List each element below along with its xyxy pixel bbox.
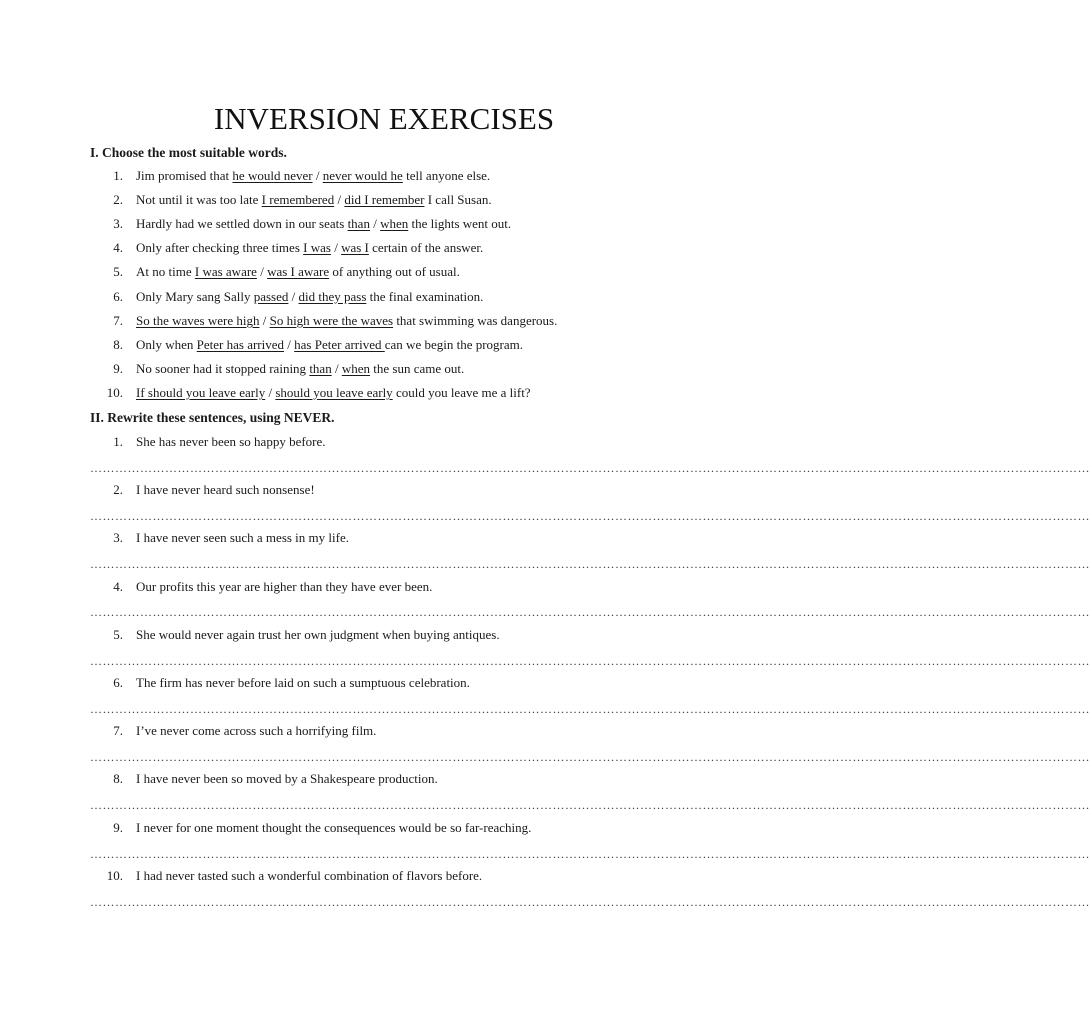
item-sentence: Our profits this year are higher than they have ever been.: [136, 579, 433, 594]
sentence-end: the lights went out.: [408, 216, 512, 231]
sentence-end: tell anyone else.: [402, 168, 491, 183]
option-separator: /: [284, 337, 295, 352]
item-sentence: [136, 238, 483, 258]
item-number: 1.: [113, 168, 123, 183]
item-number: 10.: [106, 385, 123, 400]
page-title: INVERSION EXERCISES: [213, 101, 555, 136]
option-1: If should you leave early: [136, 385, 266, 400]
item-sentence: [136, 166, 490, 186]
option-1: I remembered: [261, 192, 335, 207]
option-1: I was aware: [194, 264, 257, 279]
answer-line[interactable]: ……………………………………………………………………………………………………………………………………………………………………………………………………………………: [90, 847, 1090, 861]
option-2: when: [341, 361, 370, 376]
answer-line[interactable]: ……………………………………………………………………………………………………………………………………………………………………………………………………………………: [90, 605, 1090, 619]
option-1: than: [347, 216, 370, 231]
item-sentence: She would never again trust her own judgment when buying antiques.: [136, 627, 500, 642]
item-sentence: I had never tasted such a wonderful combination of flavors before.: [136, 868, 483, 883]
item-sentence: [136, 287, 483, 307]
item-sentence: I never for one moment thought the consequences would be so far-reaching.: [136, 820, 532, 835]
item-number: 9.: [113, 361, 123, 376]
option-separator: /: [312, 168, 323, 183]
item-sentence: [136, 214, 511, 234]
sentence-start: Only Mary sang Sally: [136, 289, 254, 304]
item-number: 2.: [113, 482, 123, 497]
sentence-start: No sooner had it stopped raining: [136, 361, 310, 376]
option-separator: /: [369, 216, 381, 231]
item-sentence: I have never seen such a mess in my life.: [136, 530, 349, 545]
item-sentence: [136, 383, 531, 403]
answer-line[interactable]: ……………………………………………………………………………………………………………………………………………………………………………………………………………………: [90, 654, 1090, 668]
option-1: Peter has arrived: [196, 337, 285, 352]
item-number: 4.: [113, 240, 123, 255]
item-sentence: She has never been so happy before.: [136, 434, 326, 449]
option-separator: /: [265, 385, 276, 400]
sentence-end: I call Susan.: [424, 192, 492, 207]
item-number: 9.: [113, 820, 123, 835]
sentence-start: Only when: [136, 337, 197, 352]
item-number: 8.: [113, 771, 123, 786]
item-number: 10.: [106, 868, 123, 883]
item-sentence: [136, 335, 523, 355]
item-number: 7.: [113, 723, 123, 738]
item-number: 3.: [113, 530, 123, 545]
item-number: 6.: [113, 289, 123, 304]
answer-line[interactable]: ……………………………………………………………………………………………………………………………………………………………………………………………………………………: [90, 557, 1090, 571]
section-2-heading: II. Rewrite these sentences, using NEVER.: [90, 410, 335, 425]
sentence-start: At no time: [136, 264, 195, 279]
option-2: So high were the waves: [269, 313, 394, 328]
option-2: did I remember: [344, 192, 425, 207]
item-number: 2.: [113, 192, 123, 207]
option-1: passed: [253, 289, 289, 304]
option-2: was I: [341, 240, 369, 255]
option-2: was I aware: [267, 264, 330, 279]
sentence-start: Only after checking three times: [136, 240, 304, 255]
sentence-end: the sun came out.: [370, 361, 465, 376]
option-2: should you leave early: [275, 385, 393, 400]
item-number: 5.: [113, 627, 123, 642]
option-2: has Peter arrived: [294, 337, 385, 352]
sentence-start: Not until it was too late: [136, 192, 262, 207]
option-1: he would never: [232, 168, 313, 183]
item-number: 4.: [113, 579, 123, 594]
item-number: 3.: [113, 216, 123, 231]
sentence-start: Jim promised that: [136, 168, 233, 183]
option-separator: /: [259, 313, 270, 328]
sentence-end: can we begin the program.: [384, 337, 524, 352]
item-number: 1.: [113, 434, 123, 449]
item-sentence: [136, 311, 557, 331]
answer-line[interactable]: ……………………………………………………………………………………………………………………………………………………………………………………………………………………: [90, 798, 1090, 812]
option-2: never would he: [322, 168, 403, 183]
option-separator: /: [288, 289, 299, 304]
item-sentence: I have never heard such nonsense!: [136, 482, 315, 497]
option-2: when: [380, 216, 409, 231]
answer-line[interactable]: ……………………………………………………………………………………………………………………………………………………………………………………………………………………: [90, 895, 1090, 909]
option-1: than: [309, 361, 332, 376]
item-sentence: The firm has never before laid on such a sumptuous celebration.: [136, 675, 470, 690]
answer-line[interactable]: ……………………………………………………………………………………………………………………………………………………………………………………………………………………: [90, 702, 1090, 716]
option-separator: /: [256, 264, 268, 279]
answer-line[interactable]: ……………………………………………………………………………………………………………………………………………………………………………………………………………………: [90, 461, 1090, 475]
sentence-end: that swimming was dangerous.: [393, 313, 558, 328]
sentence-end: the final examination.: [366, 289, 484, 304]
item-number: 5.: [113, 264, 123, 279]
item-number: 8.: [113, 337, 123, 352]
item-sentence: I have never been so moved by a Shakespeare production.: [136, 771, 438, 786]
option-2: did they pass: [298, 289, 367, 304]
option-separator: /: [334, 192, 345, 207]
item-sentence: I’ve never come across such a horrifying film.: [136, 723, 377, 738]
item-number: 6.: [113, 675, 123, 690]
option-separator: /: [331, 361, 342, 376]
option-1: I was: [303, 240, 331, 255]
sentence-start: Hardly had we settled down in our seats: [136, 216, 348, 231]
item-sentence: [136, 190, 492, 210]
answer-line[interactable]: ……………………………………………………………………………………………………………………………………………………………………………………………………………………: [90, 750, 1090, 764]
sentence-end: of anything out of usual.: [329, 264, 460, 279]
option-separator: /: [330, 240, 342, 255]
section-1-heading: I. Choose the most suitable words.: [90, 145, 287, 160]
sentence-end: could you leave me a lift?: [392, 385, 531, 400]
item-number: 7.: [113, 313, 123, 328]
item-sentence: [136, 262, 460, 282]
answer-line[interactable]: ……………………………………………………………………………………………………………………………………………………………………………………………………………………: [90, 509, 1090, 523]
item-sentence: [136, 359, 464, 379]
sentence-end: certain of the answer.: [368, 240, 484, 255]
option-1: So the waves were high: [136, 313, 260, 328]
